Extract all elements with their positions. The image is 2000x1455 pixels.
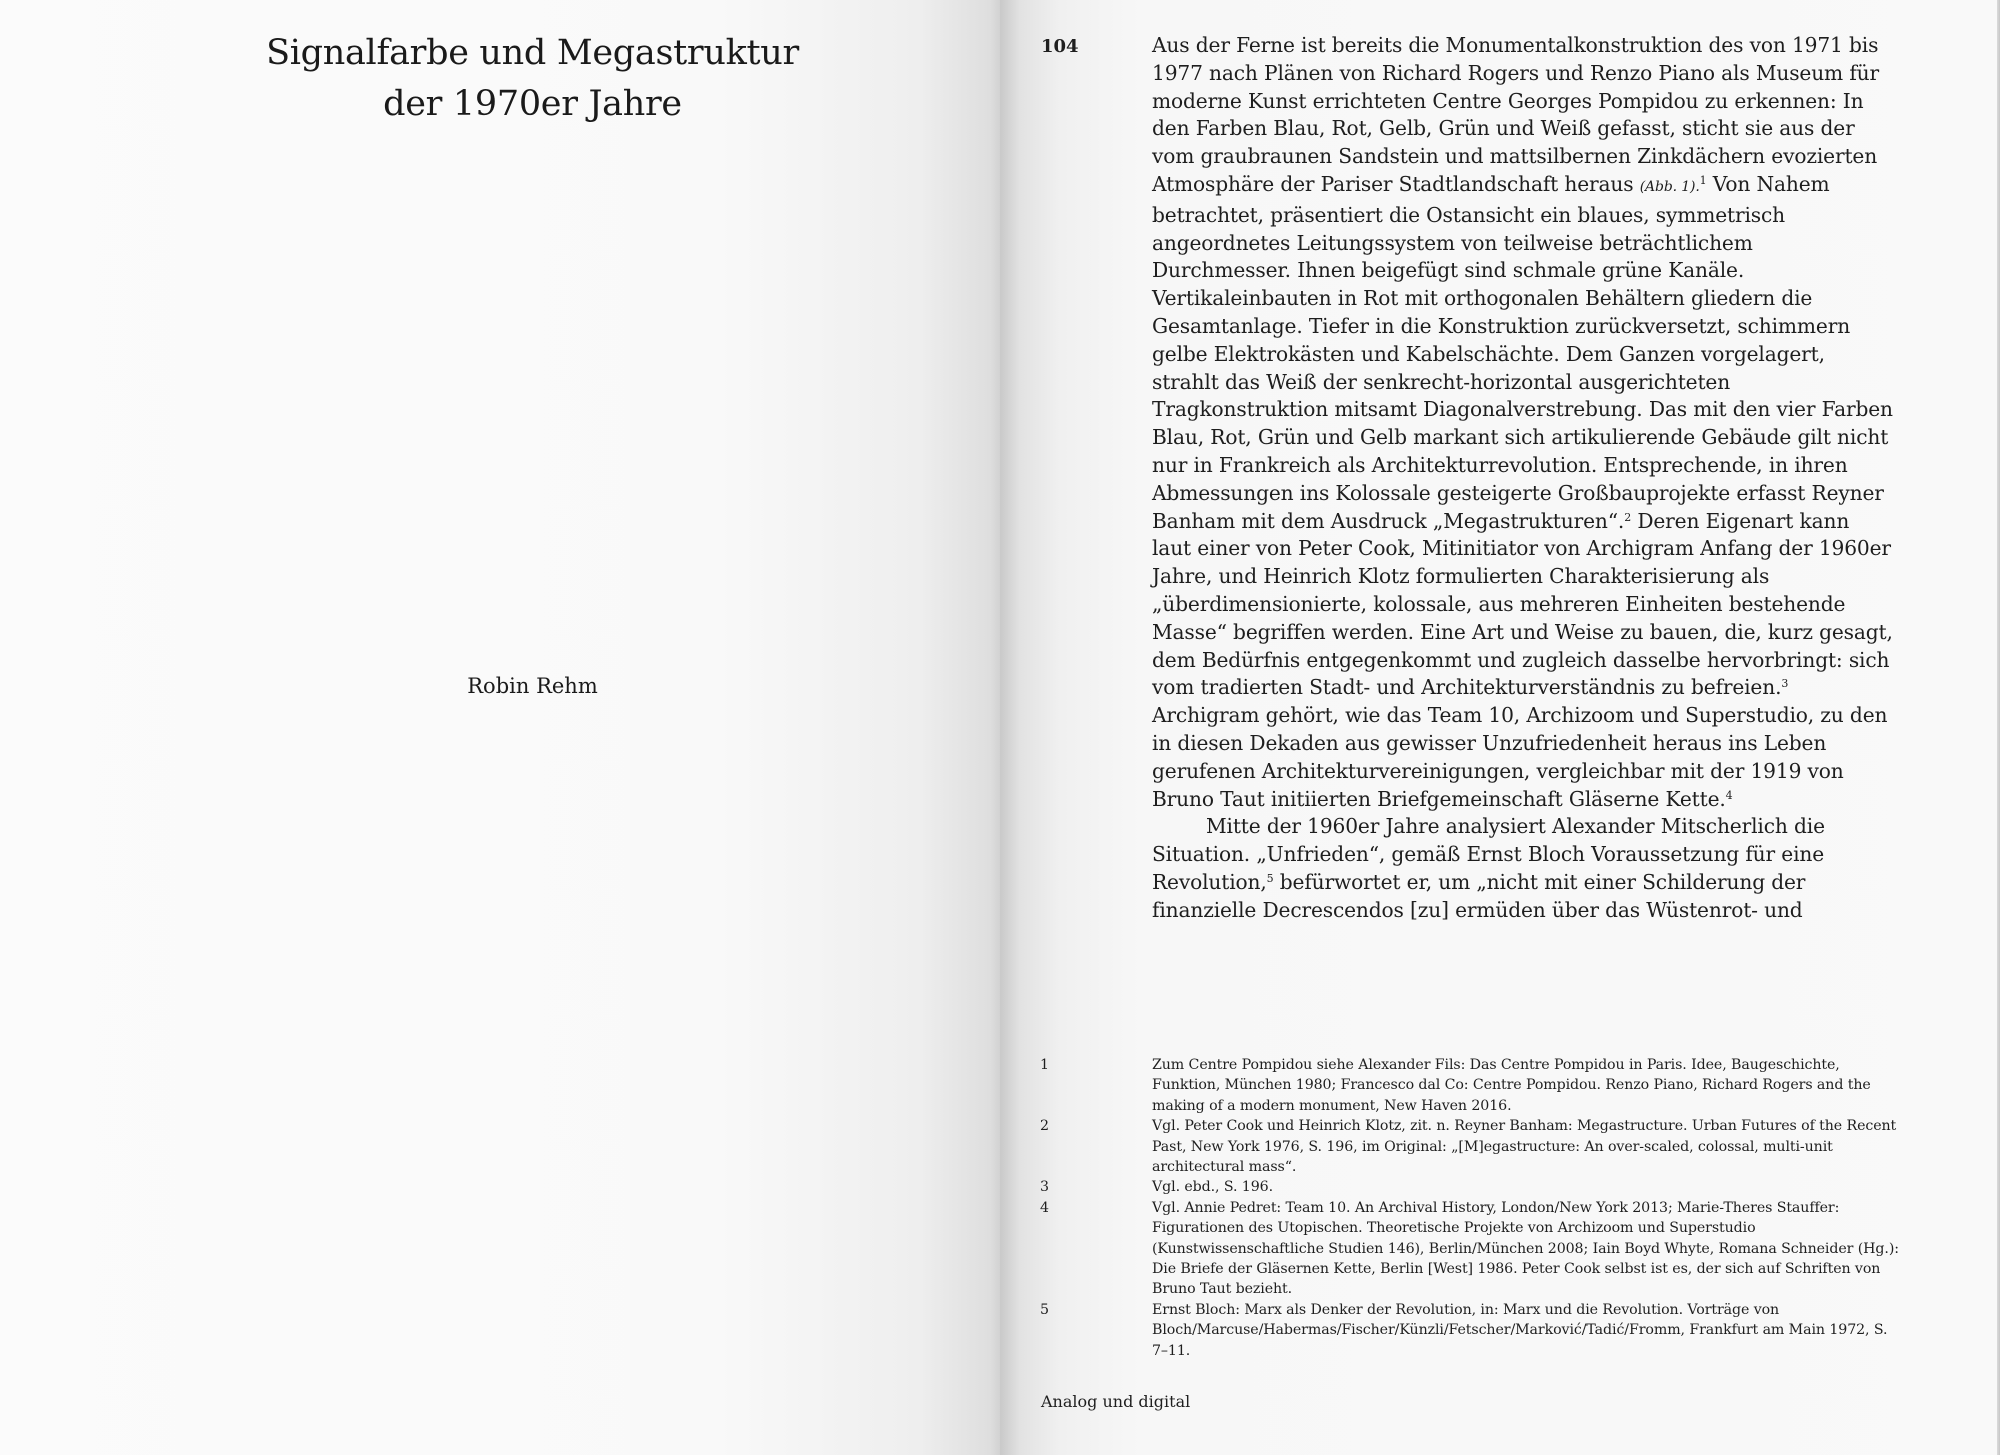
paragraph-2-part-2: befürwortet er, um „nicht mit einer Schilderung der finanzielle Decrescendos [zu] ermüden über das Wüstenrot- und [1152,869,1806,922]
footnote [1040,1055,1900,1116]
footnote [1040,1198,1900,1300]
author-name: Robin Rehm [467,674,598,698]
paragraph-2-part-1: Mitte der 1960er Jahre analysiert Alexander Mitscherlich die Situation. „Unfrieden“, gemäß Ernst Bloch Voraussetzung für eine Revolution, [1152,814,1825,894]
footnote-marker-4[interactable]: 4 [1725,788,1733,802]
footnote [1040,1116,1900,1177]
paragraph-1-part-2: Von Nahem betrachtet, präsentiert die Ostansicht ein blaues, symmetrisch angeordnetes Leitungssystem von teilweise beträchtlichem Durchmesser. Ihnen beigefügt sind schmale grüne Kanäle. Vertikaleinbauten in Rot mit orthogonalen Behältern gliedern die Gesamtanlage. Tiefer in die Konstruktion zurückversetzt, schimmern gelbe Elektrokästen und Kabelschächte. Dem Ganzen vorgelagert, strahlt das Weiß der senkrecht-horizontal ausgerichteten Tragkonstruktion mitsamt Diagonalverstrebung. Das mit den vier Farben Blau, Rot, Grün und Gelb markant sich artikulierende Gebäude gilt nicht nur in Frankreich als Architekturrevolution. Entsprechende, in ihren Abmessungen ins Kolossale gesteigerte Großbauprojekte erfasst Reyner Banham mit dem Ausdruck „Megastrukturen“. [1152,171,1893,533]
paragraph-1-part-3: Deren Eigenart kann laut einer von Peter Cook, Mitinitiator von Archigram Anfang der 1960er Jahre, und Heinrich Klotz formulierten Charakterisierung als „überdimensionierte, kolossale, aus mehreren Einheiten bestehende Masse“ begriffen werden. Eine Art und Weise zu bauen, die, kurz gesagt, dem Bedürfnis entgegenkommt und zugleich dasselbe hervorbringt: sich vom tradierten Stadt- und Architekturverständnis zu befreien. [1152,508,1893,700]
paragraph-1 [1152,32,1894,813]
footnote-number: 3 [1040,1179,1049,1196]
footnote-number: 1 [1040,1057,1049,1073]
footnote-marker-5[interactable]: 5 [1266,871,1274,885]
page-number: 104 [1041,36,1079,57]
footnotes [1040,1055,1900,1361]
footnote-text: Vgl. ebd., S. 196. [1152,1179,1273,1196]
running-footer: Analog und digital [1041,1392,1191,1411]
body-text [1152,32,1894,925]
footnote-marker-2[interactable]: 2 [1624,510,1632,524]
footnote [1040,1177,1900,1197]
footnote-text: Zum Centre Pompidou siehe Alexander Fils: Das Centre Pompidou in Paris. Idee, Baugeschichte, Funktion, München 1980; Francesco dal Co: Centre Pompidou. Renzo Piano, Richard Rogers and the making of a modern monument, New Haven 2016. [1152,1057,1871,1114]
footnote-text: Vgl. Annie Pedret: Team 10. An Archival History, London/New York 2013; Marie-Theres Stauffer: Figurationen des Utopischen. Theoretische Projekte von Archizoom und Superstudio (Kunstwissenschaftliche Studien 146), Berlin/München 2008; Iain Boyd Whyte, Romana Schneider (Hg.): Die Briefe der Gläsernen Kette, Berlin [West] 1986. Peter Cook selbst ist es, der sich auf Schriften von Bruno Taut bezieht. [1152,1199,1899,1298]
paragraph-2 [1152,813,1894,924]
footnote-text: Vgl. Peter Cook und Heinrich Klotz, zit. n. Reyner Banham: Megastructure. Urban Futures of the Recent Past, New York 1976, S. 196, im Original: „[M]egastructure: An over-scaled, colossal, multi-unit architectural mass“. [1152,1118,1897,1176]
footnote-number: 4 [1040,1199,1049,1216]
chapter-title-line-2: der 1970er Jahre [383,84,682,124]
footnote-text: Ernst Bloch: Marx als Denker der Revolution, in: Marx und die Revolution. Vorträge von Bloch/Marcuse/Habermas/Fischer/Künzli/Fetscher/Marković/Tadić/Fromm, Frankfurt am Main 1972, S. 7–11. [1152,1301,1888,1359]
chapter-title-line-1: Signalfarbe und Megastruktur [266,33,799,73]
figure-reference: (Abb. 1). [1639,178,1700,195]
footnote-marker-3[interactable]: 3 [1781,677,1789,691]
footnote [1040,1300,1900,1361]
footnote-marker-1[interactable]: 1 [1699,173,1707,187]
chapter-title [200,28,865,130]
paragraph-1-part-4: Archigram gehört, wie das Team 10, Archizoom und Superstudio, zu den in diesen Dekaden aus gewisser Unzufriedenheit heraus ins Leben gerufenen Architekturvereinigungen, vergleichbar mit der 1919 von Bruno Taut initiierten Briefgemeinschaft Gläserne Kette. [1152,703,1888,811]
footnote-number: 2 [1040,1118,1049,1135]
paragraph-1-part-1: Aus der Ferne ist bereits die Monumentalkonstruktion des von 1971 bis 1977 nach Plänen von Richard Rogers und Renzo Piano als Museum für moderne Kunst errichteten Centre Georges Pompidou zu erkennen: In den Farben Blau, Rot, Gelb, Grün und Weiß gefasst, sticht sie aus der vom graubraunen Sandstein und mattsilbernen Zinkdächern evozierten Atmosphäre der Pariser Stadtlandschaft heraus [1152,33,1879,196]
footnote-number: 5 [1040,1301,1049,1318]
